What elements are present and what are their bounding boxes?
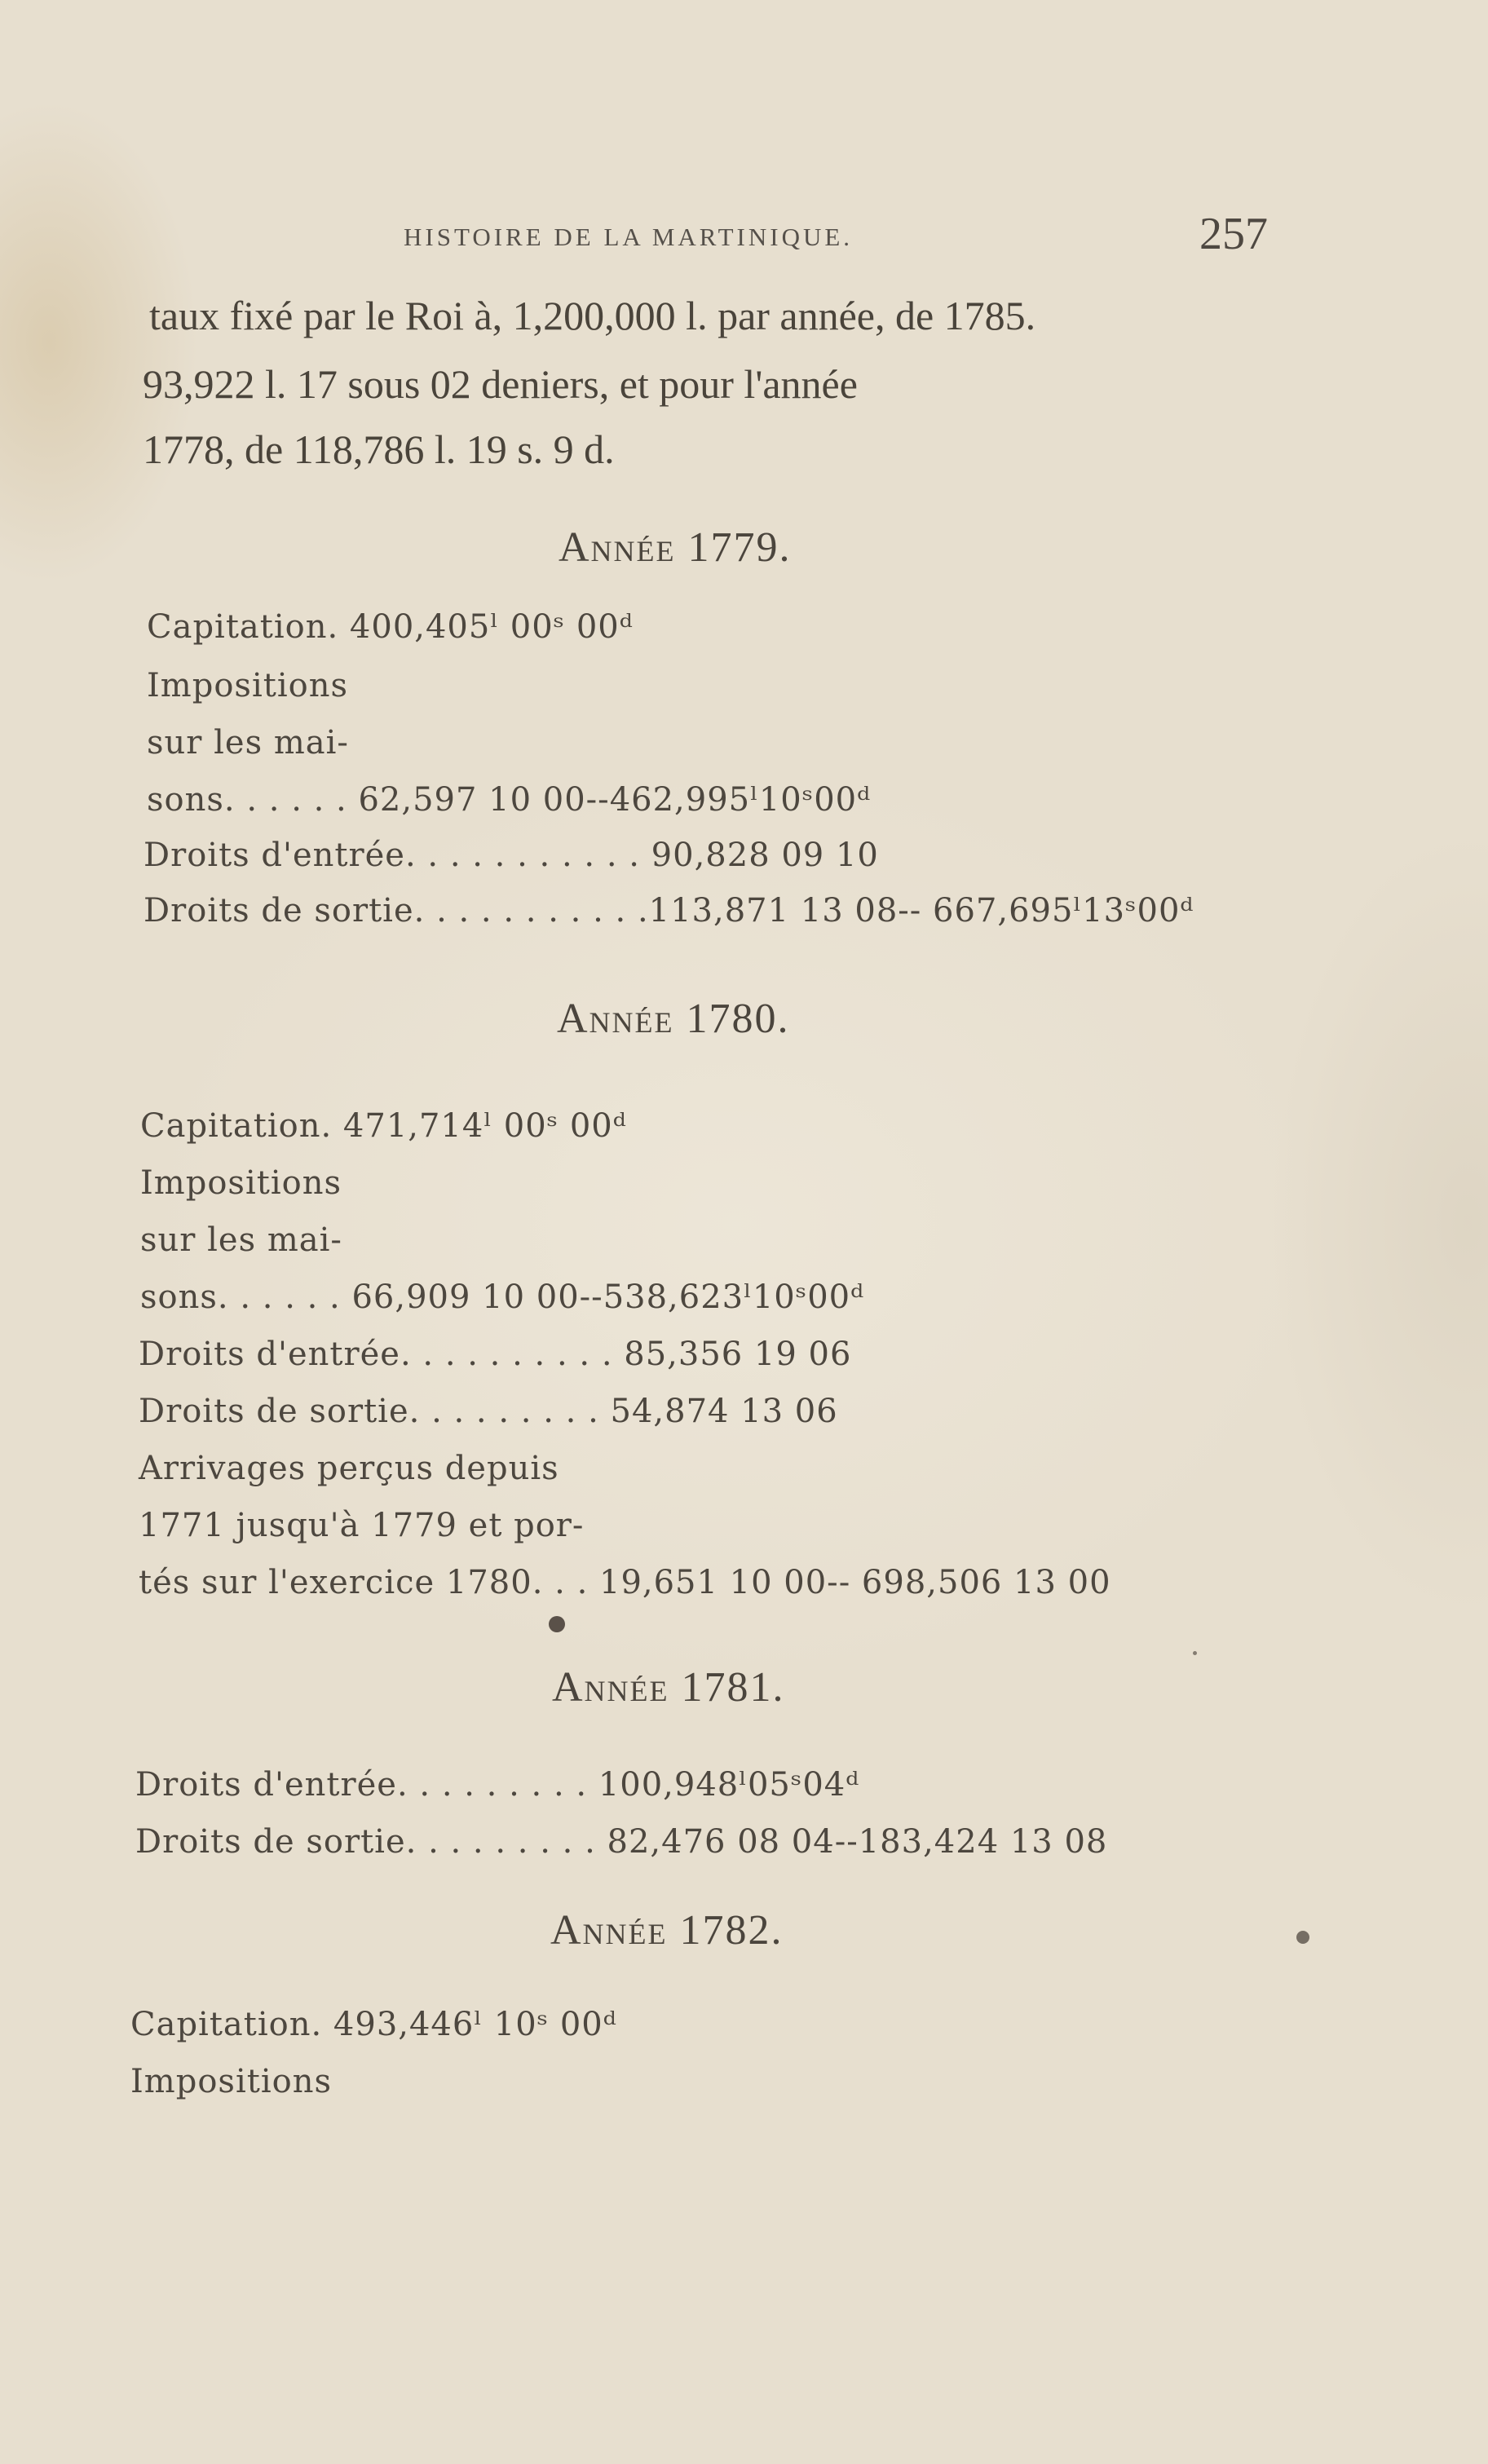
account-line: Droits d'entrée. . . . . . . . . . . 90,828 09 10 (144, 837, 879, 874)
account-line: sons. . . . . . 62,597 10 00--462,995ˡ10ˢ00ᵈ (147, 781, 872, 819)
page-header (404, 208, 1268, 257)
running-title: HISTOIRE DE LA MARTINIQUE. (404, 223, 854, 251)
section-title: Année 1780. (557, 996, 790, 1042)
account-line: Arrivages perçus depuis (139, 1450, 559, 1487)
account-line: Impositions (130, 2063, 332, 2100)
account-line: 1771 jusqu'à 1779 et por- (139, 1507, 585, 1544)
section-title: Année 1781. (552, 1664, 785, 1711)
page-number: 257 (1199, 209, 1268, 259)
account-line: Droits de sortie. . . . . . . . . 82,476 08 04--183,424 13 08 (135, 1823, 1108, 1861)
account-line: Droits de sortie. . . . . . . . . 54,874 13 06 (139, 1393, 838, 1430)
account-line: tés sur l'exercice 1780. . . 19,651 10 00-- 698,506 13 00 (139, 1564, 1111, 1601)
section-title: Année 1782. (550, 1907, 784, 1954)
ink-spot (1296, 1931, 1309, 1944)
account-line: Droits de sortie. . . . . . . . . . .113,871 13 08-- 667,695ˡ13ˢ00ᵈ (144, 892, 1194, 930)
account-line: sur les mai- (147, 724, 349, 762)
account-line: Impositions (140, 1164, 342, 1202)
intro-line: 93,922 l. 17 sous 02 deniers, et pour l'année (143, 361, 858, 407)
account-line: Impositions (147, 667, 348, 704)
account-line: Capitation. 471,714ˡ 00ˢ 00ᵈ (140, 1107, 627, 1145)
section-title: Année 1779. (559, 524, 792, 571)
account-line: Droits d'entrée. . . . . . . . . . 85,356 19 06 (139, 1336, 852, 1373)
ink-spot (549, 1616, 565, 1632)
ink-spot (1193, 1651, 1197, 1655)
account-line: sons. . . . . . 66,909 10 00--538,623ˡ10ˢ00ᵈ (140, 1278, 865, 1316)
account-line: Capitation. 493,446ˡ 10ˢ 00ᵈ (130, 2006, 617, 2043)
account-line: sur les mai- (140, 1221, 342, 1259)
intro-line: taux fixé par le Roi à, 1,200,000 l. par année, de 1785. (149, 293, 1036, 338)
account-line: Capitation. 400,405ˡ 00ˢ 00ᵈ (147, 608, 634, 646)
intro-line: 1778, de 118,786 l. 19 s. 9 d. (143, 426, 615, 472)
account-line: Droits d'entrée. . . . . . . . . 100,948ˡ05ˢ04ᵈ (135, 1766, 860, 1804)
